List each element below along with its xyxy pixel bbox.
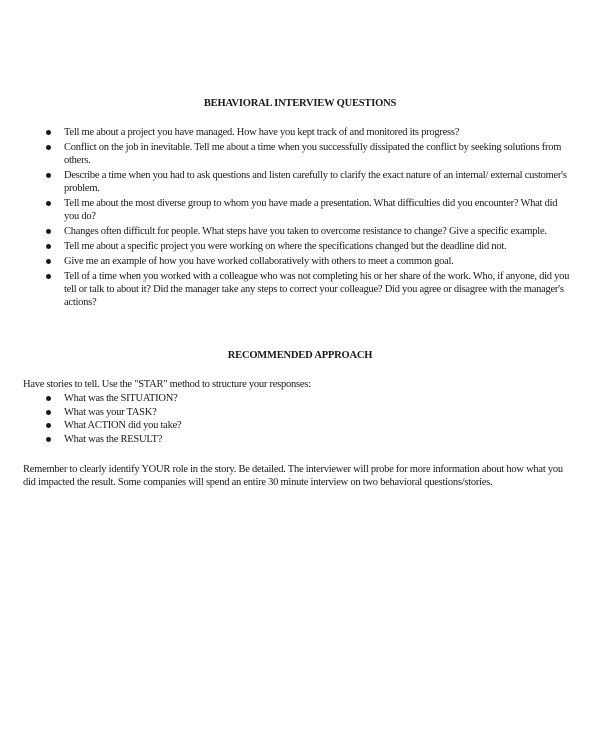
bullet-icon: [46, 130, 51, 135]
bullet-icon: [46, 410, 51, 415]
bullet-icon: [46, 423, 51, 428]
list-item: [45, 270, 570, 309]
bullet-icon: [46, 173, 51, 178]
section-heading: RECOMMENDED APPROACH: [227, 350, 373, 361]
list-item: [45, 433, 345, 446]
bullet-icon: [46, 437, 51, 442]
list-item: [45, 240, 570, 253]
question-text: Conflict on the job in inevitable. Tell me about a time when you successfully dissipated the conflict by seeking solutions from others.: [64, 142, 562, 166]
list-item: [45, 169, 570, 195]
list-item: [45, 255, 570, 268]
star-item-text: What was the SITUATION?: [64, 393, 178, 404]
list-item: [45, 141, 570, 167]
question-text: Tell of a time when you worked with a colleague who was not completing his or her share of the work. Who, if anyone, did you tell or talk to about it? Did the manager take any steps to correct your colleague? Did you agree or disagree with the manager's actions?: [64, 271, 570, 308]
question-text: Give me an example of how you have worked collaboratively with others to meet a common goal.: [64, 256, 454, 267]
star-method-list: [45, 392, 345, 446]
bullet-icon: [46, 274, 51, 279]
bullet-icon: [46, 396, 51, 401]
intro-paragraph: Have stories to tell. Use the "STAR" method to structure your responses:: [23, 379, 311, 390]
bullet-icon: [46, 229, 51, 234]
list-item: [45, 197, 570, 223]
bullet-icon: [46, 201, 51, 206]
closing-paragraph: Remember to clearly identify YOUR role in the story. Be detailed. The interviewer will probe for more information about how what you did impacted the result. Some companies will spend an entire 30 minute interview on two behavioral questions/stories.: [23, 464, 563, 488]
question-text: Describe a time when you had to ask questions and listen carefully to clarify the exact nature of an internal/ external customer's problem.: [64, 170, 567, 194]
bullet-icon: [46, 244, 51, 249]
star-item-text: What was the RESULT?: [64, 433, 163, 445]
list-item: [45, 419, 345, 432]
question-text: Tell me about a specific project you were working on where the specifications changed but the deadline did not.: [64, 241, 507, 252]
star-item-text: What ACTION did you take?: [64, 420, 182, 431]
question-text: Changes often difficult for people. What steps have you taken to overcome resistance to change? Give a specific example.: [64, 226, 547, 237]
question-text: Tell me about a project you have managed. How have you kept track of and monitored its progress?: [64, 127, 460, 138]
list-item: [45, 406, 345, 419]
question-text: Tell me about the most diverse group to whom you have made a presentation. What difficulties did you encounter? What did you do?: [64, 198, 558, 222]
bullet-icon: [46, 259, 51, 264]
list-item: [45, 392, 345, 405]
page-title: BEHAVIORAL INTERVIEW QUESTIONS: [203, 98, 397, 109]
list-item: [45, 126, 570, 139]
star-item-text: What was your TASK?: [64, 406, 157, 418]
list-item: [45, 225, 570, 238]
bullet-icon: [46, 145, 51, 150]
questions-list: [45, 126, 570, 311]
